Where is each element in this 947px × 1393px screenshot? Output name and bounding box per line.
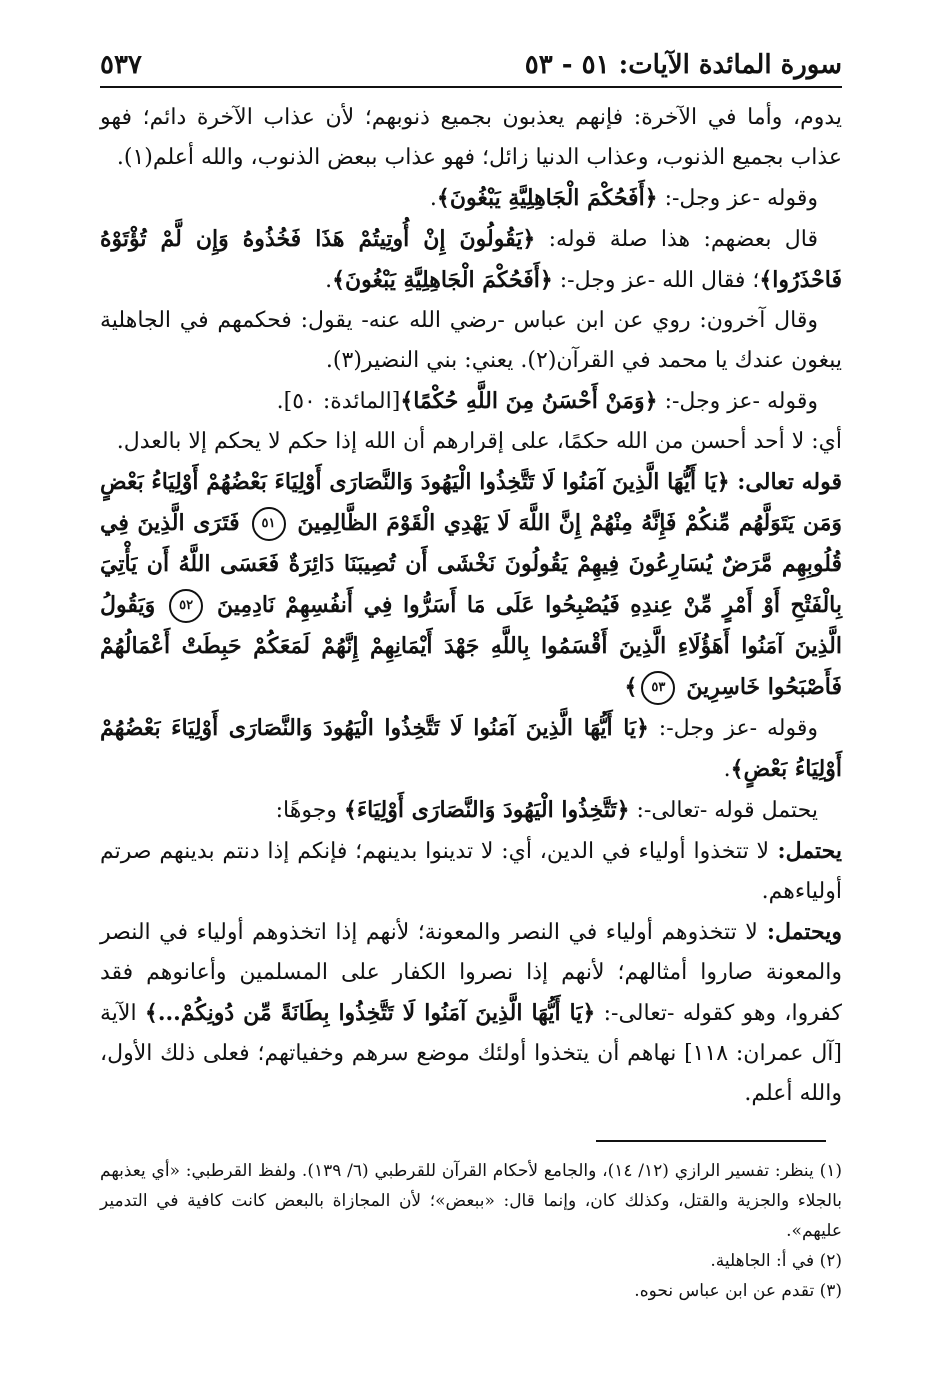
text: يحتمل قوله -تعالى-: [629, 798, 818, 823]
text: وقوله -عز وجل-: [657, 186, 818, 211]
page-number: ٥٣٧ [100, 50, 142, 80]
paragraph [100, 178, 842, 219]
page [100, 50, 842, 1333]
verse-block [100, 462, 842, 708]
paragraph [100, 912, 842, 1114]
footnote-divider [596, 1140, 826, 1142]
page-title: سورة المائدة الآيات: ٥١ - ٥٣ [524, 50, 842, 80]
paragraph: يدوم، وأما في الآخرة: فإنهم يعذبون بجميع ذنوبهم؛ لأن عذاب الآخرة دائم؛ فهو عذاب بجميع الذنوب، وعذاب الدنيا زائل؛ فهو عذاب ببعض الذنوب، والله أعلم(١). [100, 105, 842, 170]
paragraph: أي: لا أحد أحسن من الله حكمًا، على إقرارهم أن الله إذا حكم لا يحكم إلا بالعدل. [116, 429, 842, 454]
quran-quote: ﴿أَفَحُكْمَ الْجَاهِلِيَّةِ يَبْغُونَ﴾ [332, 267, 553, 293]
text: قال بعضهم: هذا صلة قوله: [535, 227, 819, 252]
footnote-1: (١) ينظر: تفسير الرازي (١٢/ ١٤)، والجامع لأحكام القرآن للقرطبي (٦/ ١٣٩). ولفظ القرطبي: «أي يعذبهم بالجلاء والجزية والقتل، وكذلك كان، وإنما قال: «ببعض»؛ لأن المجازاة بالبعض كانت كافية في التدمير عليهم». [100, 1161, 842, 1241]
text: [المائدة: ٥٠]. [276, 389, 401, 414]
quran-quote: ﴿يَا أَيُّهَا الَّذِينَ آمَنُوا لَا تَتَّخِذُوا بِطَانَةً مِّن دُونِكُمْ...﴾ [144, 1000, 596, 1026]
text: لا تتخذوا أولياء في الدين، أي: لا تدينوا بدينهم؛ فإنكم إذا دنتم بدينهم صرتم أولياءهم. [100, 839, 842, 904]
quran-quote: ﴿أَفَحُكْمَ الْجَاهِلِيَّةِ يَبْغُونَ﴾ [436, 185, 658, 211]
paragraph [100, 381, 842, 422]
footnote-2: (٢) في أ: الجاهلية. [710, 1251, 842, 1271]
paragraph: وقال آخرون: روي عن ابن عباس -رضي الله عنه- يقول: فحكمهم في الجاهلية يبغون عندك يا محمد في القرآن(٢). يعني: بني النضير(٣). [100, 308, 842, 373]
text: وقوله -عز وجل-: [648, 716, 818, 741]
paragraph-lead: ويحتمل: [757, 919, 842, 945]
paragraph [100, 831, 842, 912]
text: ؛ فقال الله -عز وجل-: [552, 268, 760, 293]
verse-close: ﴾ [624, 674, 638, 700]
paragraph-lead: يحتمل: [769, 838, 842, 864]
footnotes [100, 1156, 842, 1306]
footnote-3: (٣) تقدم عن ابن عباس نحوه. [634, 1281, 842, 1301]
quran-quote: ﴿يَا أَيُّهَا الَّذِينَ آمَنُوا لَا تَتَّخِذُوا الْيَهُودَ وَالنَّصَارَى أَوْلِيَاءَ بَعْضُهُمْ أَوْلِيَاءُ بَعْضٍ﴾ [100, 715, 842, 782]
verse-51: ﴿يَا أَيُّهَا الَّذِينَ آمَنُوا لَا تَتَّخِذُوا الْيَهُودَ وَالنَّصَارَى أَوْلِيَاءَ بَعْضُهُمْ أَوْلِيَاءُ بَعْضٍ وَمَن يَتَوَلَّهُم مِّنكُمْ فَإِنَّهُ مِنْهُمْ إِنَّ اللَّهَ لَا يَهْدِي الْقَوْمَ الظَّالِمِينَ [100, 469, 842, 536]
text: وقوله -عز وجل-: [657, 389, 818, 414]
verse-number-52: ٥٢ [169, 589, 203, 623]
verse-number-51: ٥١ [252, 507, 286, 541]
verse-number-53: ٥٣ [641, 671, 675, 705]
verse-lead: قوله تعالى: [729, 469, 842, 495]
verse-52: فَتَرَى الَّذِينَ فِي قُلُوبِهِم مَّرَضٌ يُسَارِعُونَ فِيهِمْ يَقُولُونَ نَخْشَى أَن تُصِيبَنَا دَائِرَةٌ فَعَسَى اللَّهُ أَن يَأْتِيَ بِالْفَتْحِ أَوْ أَمْرٍ مِّنْ عِندِهِ فَيُصْبِحُوا عَلَى مَا أَسَرُّوا فِي أَنفُسِهِمْ نَادِمِينَ [100, 510, 842, 618]
page-header [100, 50, 842, 88]
quran-quote: ﴿يَقُولُونَ إِنْ أُوتِيتُمْ هَذَا فَخُذُوهُ وَإِن لَّمْ تُؤْتَوْهُ فَاحْذَرُوا﴾ [100, 226, 842, 293]
paragraph [100, 790, 842, 831]
verse-53: وَيَقُولُ الَّذِينَ آمَنُوا أَهَؤُلَاءِ الَّذِينَ أَقْسَمُوا بِاللَّهِ جَهْدَ أَيْمَانِهِمْ إِنَّهُمْ لَمَعَكُمْ حَبِطَتْ أَعْمَالُهُمْ فَأَصْبَحُوا خَاسِرِينَ [100, 592, 842, 700]
text: . [429, 186, 437, 211]
main-text [100, 98, 842, 1114]
text: . [723, 757, 731, 782]
paragraph [100, 219, 842, 301]
text: لا تتخذوهم أولياء في النصر والمعونة؛ لأنهم إذا اتخذوهم أولياء في النصر والمعونة صاروا أمثالهم؛ لأنهم إذا نصروا الكفار على المسلمين وأعانوهم فقد كفروا، وهو كقوله -تعالى-: [100, 920, 843, 1026]
text: . [325, 268, 333, 293]
quran-quote: ﴿وَمَنْ أَحْسَنُ مِنَ اللَّهِ حُكْمًا﴾ [400, 388, 658, 414]
text: وجوهًا: [275, 798, 344, 823]
paragraph [100, 708, 842, 790]
text: الآية [آل عمران: ١١٨] نهاهم أن يتخذوا أولئك موضع سرهم وخفياتهم؛ فعلى ذلك الأول، والله أعلم. [100, 1001, 842, 1106]
quran-quote: ﴿تَتَّخِذُوا الْيَهُودَ وَالنَّصَارَى أَوْلِيَاءَ﴾ [343, 797, 630, 823]
